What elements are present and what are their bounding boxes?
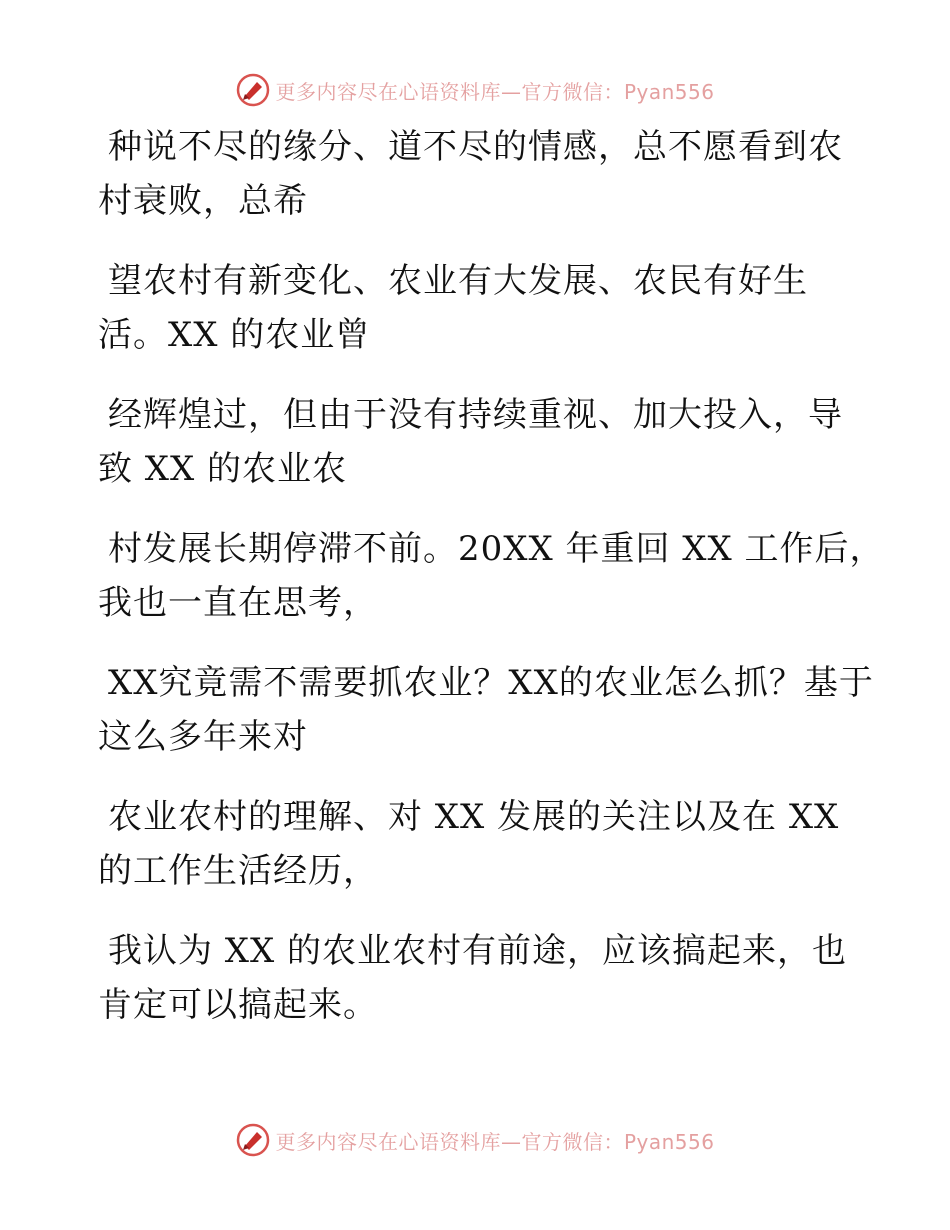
pen-nib-logo-icon bbox=[235, 1122, 271, 1158]
paragraph bbox=[98, 120, 878, 228]
paragraph bbox=[98, 790, 878, 898]
paragraph-line: 种说不尽的缘分、道不尽的情感，总不愿看到农 bbox=[108, 127, 843, 167]
paragraph-line: XX究竟需不需要抓农业？XX的农业怎么抓？基于 bbox=[108, 663, 874, 703]
paragraph bbox=[98, 656, 878, 764]
paragraph-line: 农业农村的理解、对 XX 发展的关注以及在 XX bbox=[108, 797, 840, 837]
paragraph-line: 这么多年来对 bbox=[98, 717, 308, 757]
paragraph bbox=[98, 522, 885, 630]
paragraph-line: 我也一直在思考， bbox=[98, 583, 378, 623]
paragraph-line: 经辉煌过，但由于没有持续重视、加大投入，导 bbox=[108, 395, 843, 435]
paragraph-line: 致 XX 的农业农 bbox=[98, 449, 348, 489]
document-body bbox=[98, 120, 885, 1058]
header-watermark bbox=[0, 70, 950, 110]
watermark-text: 更多内容尽在心语资料库—官方微信：Pyan556 bbox=[275, 79, 715, 104]
paragraph-line: 村发展长期停滞不前。20XX 年重回 XX 工作后， bbox=[108, 529, 885, 569]
pen-nib-logo-icon bbox=[235, 72, 271, 108]
paragraph-line: 我认为 XX 的农业农村有前途，应该搞起来，也 bbox=[108, 931, 848, 971]
paragraph-line: 望农村有新变化、农业有大发展、农民有好生 bbox=[108, 261, 808, 301]
paragraph-line: 村衰败，总希 bbox=[98, 181, 308, 221]
footer-watermark bbox=[0, 1120, 950, 1160]
paragraph bbox=[98, 254, 878, 362]
paragraph-line: 的工作生活经历， bbox=[98, 851, 378, 891]
watermark-text: 更多内容尽在心语资料库—官方微信：Pyan556 bbox=[275, 1129, 715, 1154]
paragraph-line: 肯定可以搞起来。 bbox=[98, 985, 378, 1025]
paragraph bbox=[98, 388, 878, 496]
paragraph-line: 活。XX 的农业曾 bbox=[98, 315, 371, 355]
paragraph bbox=[98, 924, 878, 1032]
